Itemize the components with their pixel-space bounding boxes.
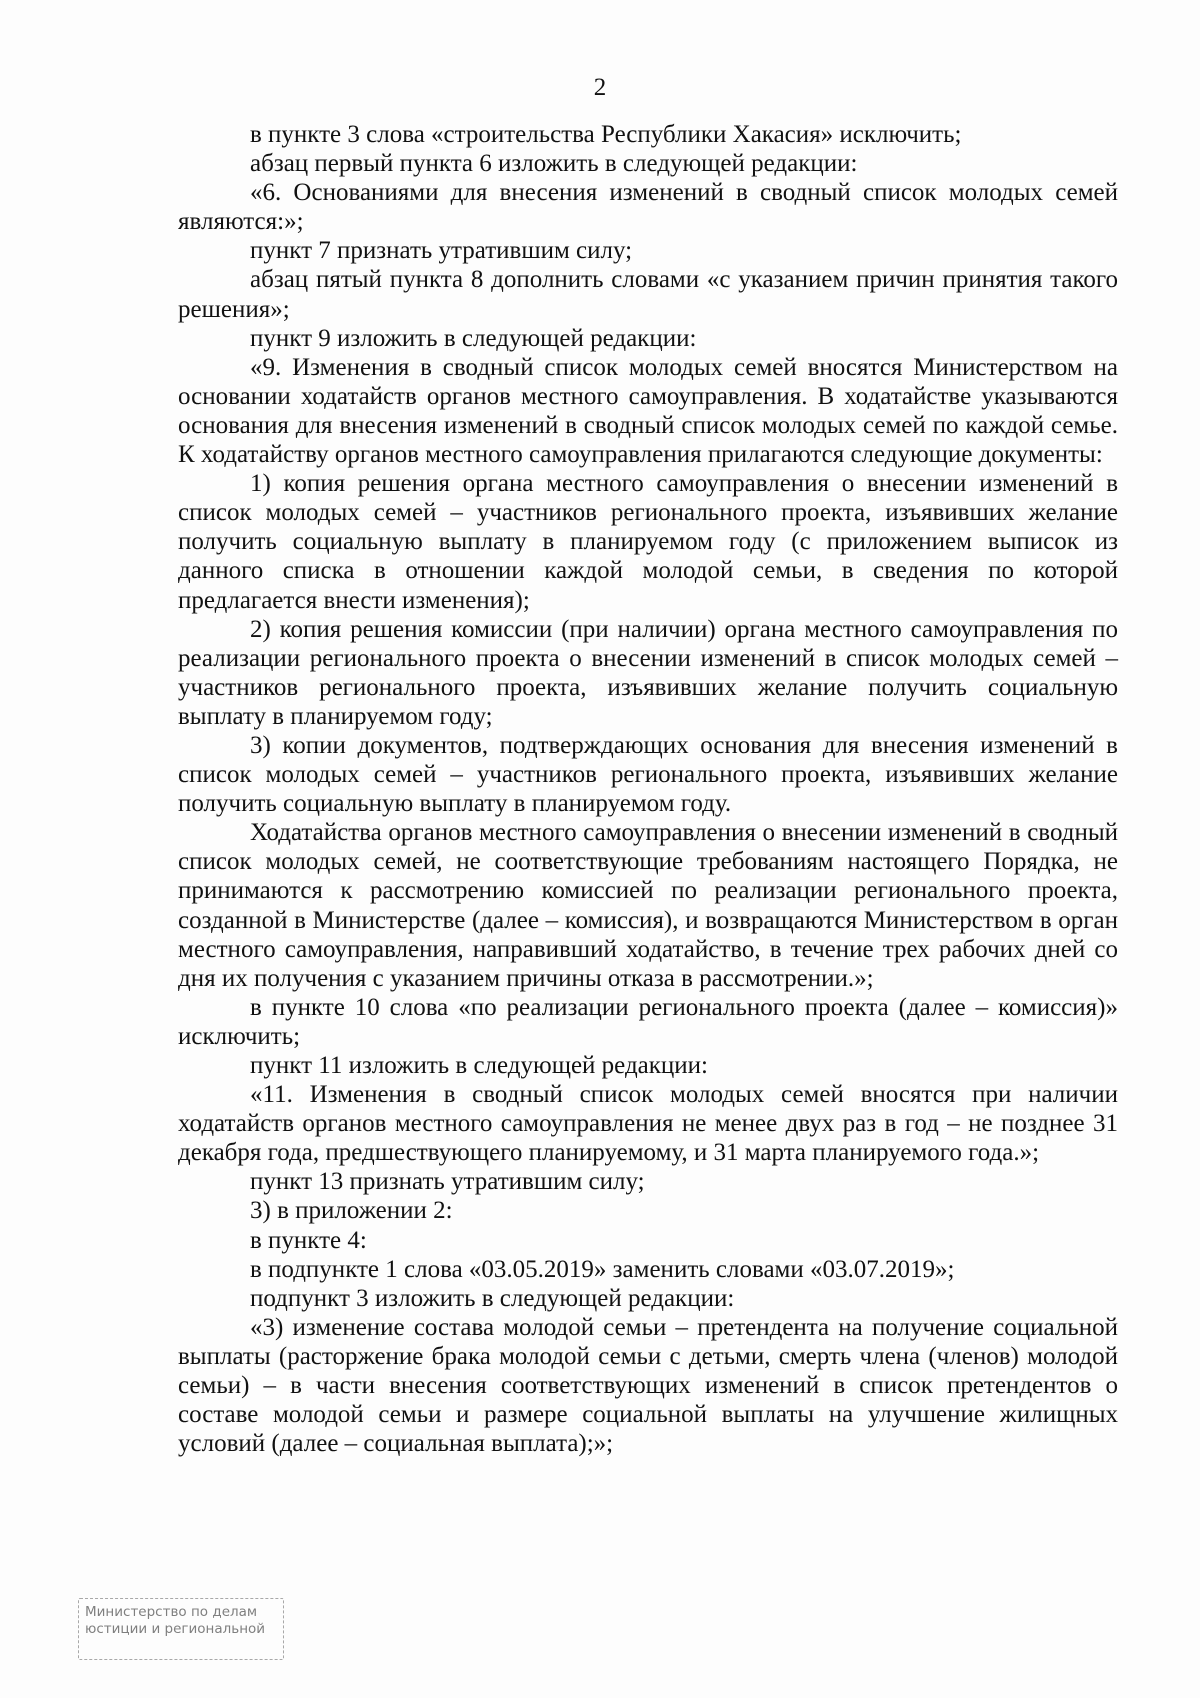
paragraph: «9. Изменения в сводный список молодых семей вносятся Министерством на основании ходатайств органов местного самоуправления. В ходатайстве указываются основания для внесения изменений в сводный список молодых семей по каждой семье. К ходатайству органов местного самоуправления прилагаются следующие документы:	[178, 353, 1118, 469]
paragraph: в пункте 3 слова «строительства Республики Хакасия» исключить;	[250, 121, 962, 148]
paragraph: пункт 11 изложить в следующей редакции:	[250, 1052, 708, 1079]
paragraph: абзац пятый пункта 8 дополнить словами «с указанием причин принятия такого решения»;	[178, 266, 1118, 323]
paragraph: абзац первый пункта 6 изложить в следующей редакции:	[250, 150, 858, 178]
document-body	[178, 120, 1118, 1458]
stamp-line: Министерство по делам	[85, 1604, 258, 1620]
paragraph: 2) копия решения комиссии (при наличии) органа местного самоуправления по реализации регионального проекта о внесении изменений в список молодых семей – участников регионального проекта, изъявивших желание получить социальную выплату в планируемом году;	[178, 615, 1118, 730]
paragraph: пункт 7 признать утратившим силу;	[250, 237, 633, 265]
paragraph: пункт 13 признать утратившим силу;	[250, 1168, 645, 1196]
paragraph: в пункте 4:	[250, 1226, 367, 1254]
paragraph: «11. Изменения в сводный список молодых семей вносятся при наличии ходатайств органов местного самоуправления не менее двух раз в год – не позднее 31 декабря года, предшествующего планируемому, и 31 марта планируемого года.»;	[178, 1081, 1118, 1167]
paragraph: Ходатайства органов местного самоуправления о внесении изменений в сводный список молодых семей, не соответствующие требованиям настоящего Порядка, не принимаются к рассмотрению комиссией по реализации регионального проекта, созданной в Министерстве (далее – комиссия), и возвращаются Министерством в орган местного самоуправления, направивший ходатайство, в течение трех рабочих дней со дня их получения с указанием причины отказа в рассмотрении.»;	[178, 819, 1118, 992]
paragraph: «3) изменение состава молодой семьи – претендента на получение социальной выплаты (расторжение брака молодой семьи с детьми, смерть члена (членов) молодой семьи) – в части внесения соответствующих изменений в список претендентов о составе молодой семьи и размере социальной выплаты на улучшение жилищных условий (далее – социальная выплата);»;	[178, 1313, 1118, 1458]
paragraph: 3) в приложении 2:	[250, 1197, 453, 1225]
paragraph: в пункте 10 слова «по реализации регионального проекта (далее – комиссия)» исключить;	[178, 993, 1118, 1050]
registration-stamp	[78, 1598, 284, 1660]
paragraph: 1) копия решения органа местного самоуправления о внесении изменений в список молодых семей – участников регионального проекта, изъявивших желание получить социальную выплату в планируемом году (с приложением выписок из данного списка в отношении каждой молодой семьи, в сведения по которой предлагается внести изменения);	[178, 470, 1118, 614]
page-number: 2	[593, 74, 607, 101]
paragraph: «6. Основаниями для внесения изменений в сводный список молодых семей являются:»;	[178, 179, 1118, 236]
stamp-line: юстиции и региональной	[85, 1621, 266, 1637]
paragraph: подпункт 3 изложить в следующей редакции:	[250, 1284, 735, 1312]
paragraph: в подпункте 1 слова «03.05.2019» заменить словами «03.07.2019»;	[250, 1255, 955, 1283]
paragraph: 3) копии документов, подтверждающих основания для внесения изменений в список молодых семей – участников регионального проекта, изъявивших желание получить социальную выплату в планируемом году.	[178, 731, 1118, 818]
paragraph: пункт 9 изложить в следующей редакции:	[250, 324, 697, 352]
